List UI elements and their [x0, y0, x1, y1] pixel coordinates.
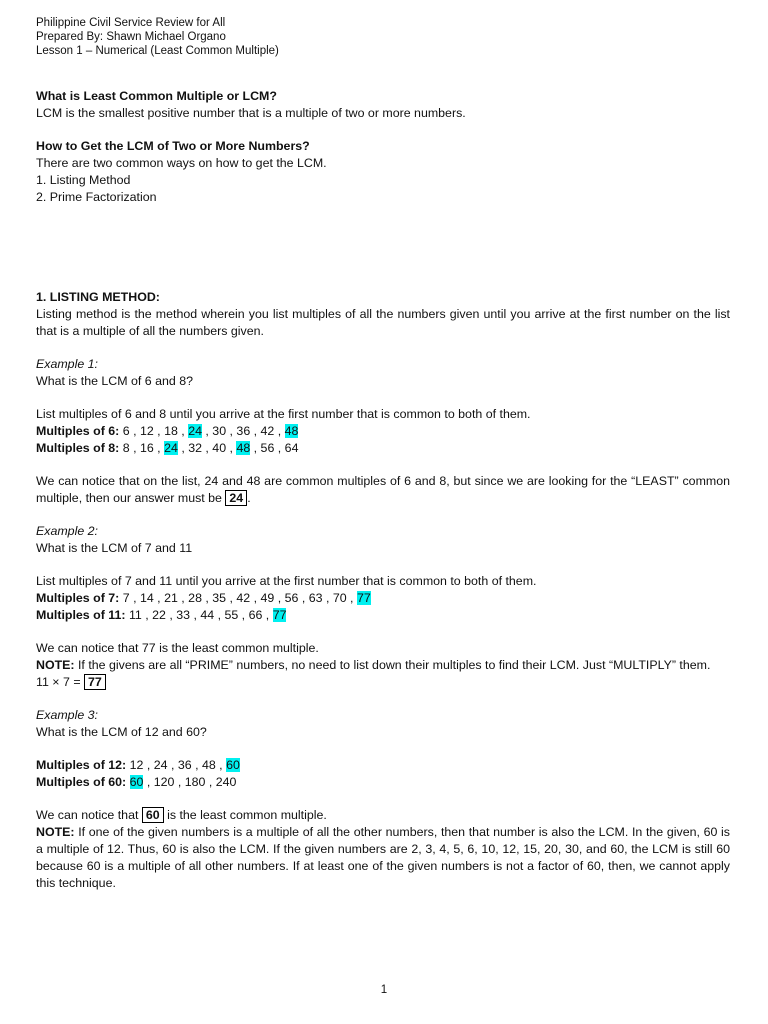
multiples-of-8: Multiples of 8: 8 , 16 , 24 , 32 , 40 , 48 , 56 , 64: [36, 441, 299, 455]
example1-question: What is the LCM of 6 and 8?: [36, 374, 194, 388]
example2-question: What is the LCM of 7 and 11: [36, 541, 193, 555]
example2-calculation: 11 × 7 = 77: [36, 674, 730, 691]
header-lesson: Lesson 1 – Numerical (Least Common Multiple): [36, 45, 279, 57]
highlight-77: 77: [272, 608, 287, 622]
example3-question: What is the LCM of 12 and 60?: [36, 725, 207, 739]
how-to-question: How to Get the LCM of Two or More Numbers?: [36, 139, 310, 153]
example1-instruction: List multiples of 6 and 8 until you arrive at the first number that is common to both of them.: [36, 407, 531, 421]
answer-box: 77: [84, 674, 106, 690]
document-page: [36, 16, 730, 892]
example2-label: Example 2:: [36, 524, 98, 538]
header-author: Prepared By: Shawn Michael Organo: [36, 31, 226, 43]
highlight-60: 60: [226, 758, 240, 772]
multiples-of-12: Multiples of 12: 12 , 24 , 36 , 48 , 60: [36, 758, 240, 772]
document-header: [36, 16, 730, 58]
highlight-24: 24: [164, 441, 178, 455]
example1-conclusion: We can notice that on the list, 24 and 48 are common multiples of 6 and 8, but since we are looking for the “LEAST” common multiple, then our answer must be 24 .: [36, 474, 730, 505]
multiples-of-60: Multiples of 60: 60 , 120 , 180 , 240: [36, 775, 237, 789]
method-prime: 2. Prime Factorization: [36, 190, 157, 204]
lcm-definition: LCM is the smallest positive number that is a multiple of two or more numbers.: [36, 106, 466, 120]
header-title: Philippine Civil Service Review for All: [36, 17, 226, 29]
example3-label: Example 3:: [36, 708, 98, 722]
how-to-answer: There are two common ways on how to get the LCM.: [36, 156, 327, 170]
highlight-77: 77: [356, 591, 371, 605]
example3-note: NOTE: If one of the given numbers is a multiple of all the other numbers, then that number is also the LCM. In the given, 60 is a multiple of 12. Thus, 60 is also the LCM. If the given numbers are 2, 3, 4, 5, 6, 10, 12, 15, 20, 30, and 60, the LCM is still 60 because 60 is a multiple of all other numbers. If at least one of the given numbers is not a factor of 60, then, we cannot apply this technique.: [36, 825, 730, 890]
highlight-48: 48: [236, 441, 251, 455]
highlight-48: 48: [284, 424, 299, 438]
listing-description: Listing method is the method wherein you list multiples of all the numbers given until you arrive at the first number on the list that is a multiple of all the numbers given.: [36, 307, 730, 338]
example2-conclusion: We can notice that 77 is the least common multiple.: [36, 641, 319, 655]
highlight-60: 60: [129, 775, 144, 789]
example1-label: Example 1:: [36, 357, 98, 371]
method-listing: 1. Listing Method: [36, 173, 131, 187]
example2-note: NOTE: If the givens are all “PRIME” numbers, no need to list down their multiples to find their LCM. Just “MULTIPLY” them.: [36, 658, 711, 672]
example3-conclusion: We can notice that 60 is the least common multiple.: [36, 808, 327, 822]
highlight-24: 24: [188, 424, 202, 438]
multiples-of-7: Multiples of 7: 7 , 14 , 21 , 28 , 35 , 42 , 49 , 56 , 63 , 70 , 77: [36, 591, 371, 605]
answer-box: 24: [225, 490, 247, 506]
listing-heading: 1. LISTING METHOD:: [36, 290, 160, 304]
multiples-of-6: Multiples of 6: 6 , 12 , 18 , 24 , 30 , 36 , 42 , 48: [36, 424, 299, 438]
example2-instruction: List multiples of 7 and 11 until you arrive at the first number that is common to both of them.: [36, 574, 537, 588]
answer-box: 60: [142, 807, 164, 823]
page-number: 1: [380, 984, 388, 996]
multiples-of-11: Multiples of 11: 11 , 22 , 33 , 44 , 55 , 66 , 77: [36, 608, 287, 622]
lcm-question: What is Least Common Multiple or LCM?: [36, 89, 277, 103]
